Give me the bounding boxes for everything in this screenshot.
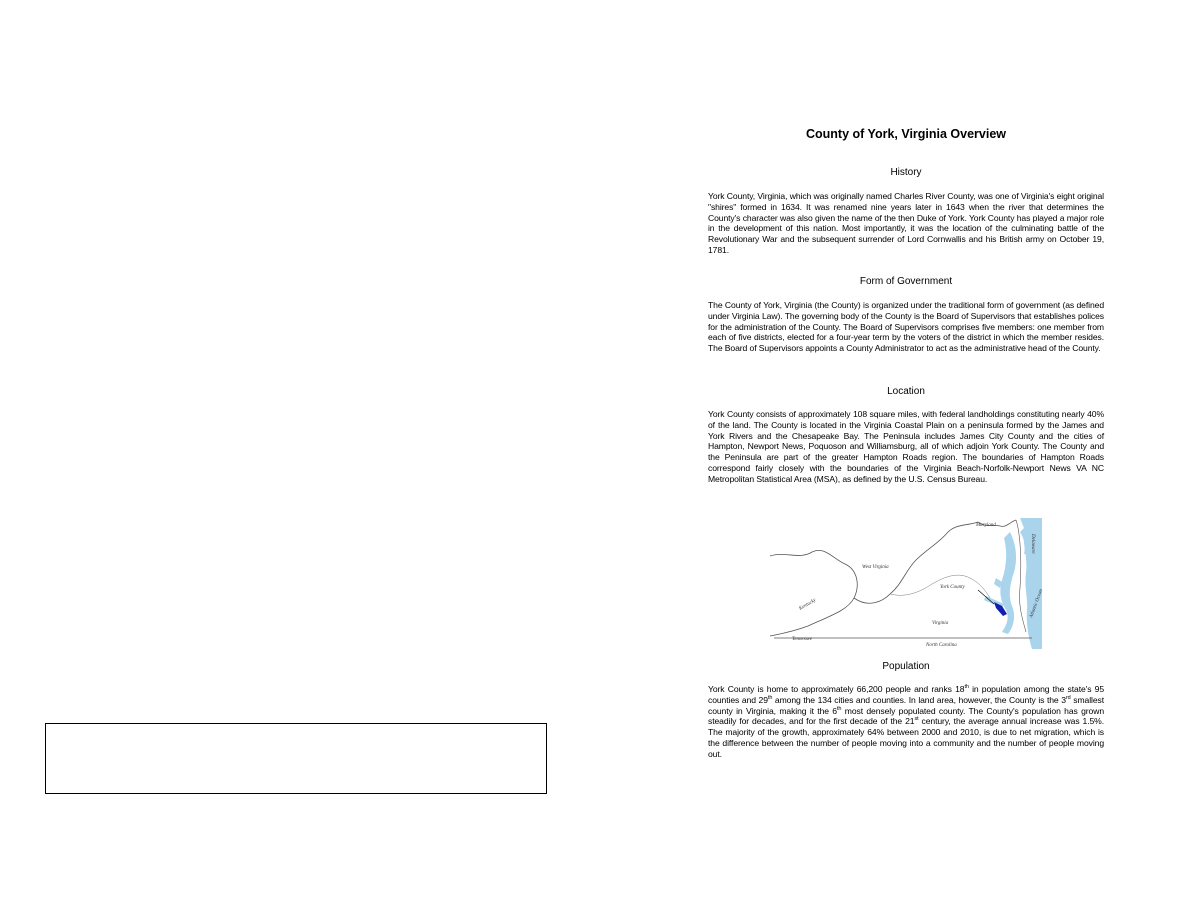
map-label-virginia: Virginia	[932, 621, 949, 626]
page-title: County of York, Virginia Overview	[805, 127, 1007, 141]
government-heading: Form of Government	[859, 276, 953, 287]
history-heading: History	[890, 167, 922, 178]
map-label-york-county: York County	[940, 585, 965, 590]
virginia-map	[770, 518, 1045, 649]
map-label-maryland: Maryland	[976, 523, 996, 528]
map-label-atlantic-ocean: Atlantic Ocean	[1029, 588, 1045, 619]
government-paragraph: The County of York, Virginia (the County) is organized under the traditional form of government (as defined under Virginia Law). The governing body of the County is the Board of Supervisors that establishes polices for the administration of the County. The Board of Supervisors comprises five members: one member from each of five districts, elected for a four-year term by the voters of the district in which the member resides. The Board of Supervisors appoints a County Administrator to act as the administrative head of the County.	[708, 300, 1104, 354]
map-label-north-carolina: North Carolina	[926, 643, 957, 648]
map-label-tennessee: Tennessee	[792, 637, 813, 642]
location-paragraph: York County consists of approximately 108 square miles, with federal landholdings constituting nearly 40% of the land. The County is located in the Virginia Coastal Plain on a peninsula formed by the James and York Rivers and the Chesapeake Bay. The Peninsula includes James City County and the cities of Hampton, Newport News, Poquoson and Williamsburg, all of which adjoin York County. The County and the Peninsula are part of the greater Hampton Roads region. The boundaries of Hampton Roads correspond fairly closely with the boundaries of the Virginia Beach-Norfolk-Newport News VA NC Metropolitan Statistical Area (MSA), as defined by the U.S. Census Bureau.	[708, 409, 1104, 484]
population-heading: Population	[882, 661, 930, 672]
map-label-west-virginia: West Virginia	[862, 565, 889, 570]
history-paragraph: York County, Virginia, which was originally named Charles River County, was one of Virginia's eight original "shires" formed in 1634. It was renamed nine years later in 1643 when the river that determines the County's character was also given the name of the then Duke of York. York County has played a major role in the development of this nation. Most importantly, it was the location of the culminating battle of the Revolutionary War and the subsequent surrender of Lord Cornwallis and his British army on October 19, 1781.	[708, 191, 1104, 255]
population-paragraph: York County is home to approximately 66,200 people and ranks 18th in population among the state's 95 counties and 29th among the 134 cities and counties. In land area, however, the County is the 3rd smallest county in Virginia, making it the 6th most densely populated county. The County's population has grown steadily for decades, and for the first decade of the 21st century, the average annual increase was 1.5%. The majority of the growth, approximately 64% between 2000 and 2010, is due to net migration, which is the difference between the number of people moving into a community and the number of people moving out.	[708, 684, 1105, 759]
location-heading: Location	[887, 386, 925, 397]
map-label-delaware: Delaware	[1030, 534, 1035, 554]
empty-text-box	[45, 723, 547, 794]
map-label-kentucky: Kentucky	[798, 598, 818, 612]
